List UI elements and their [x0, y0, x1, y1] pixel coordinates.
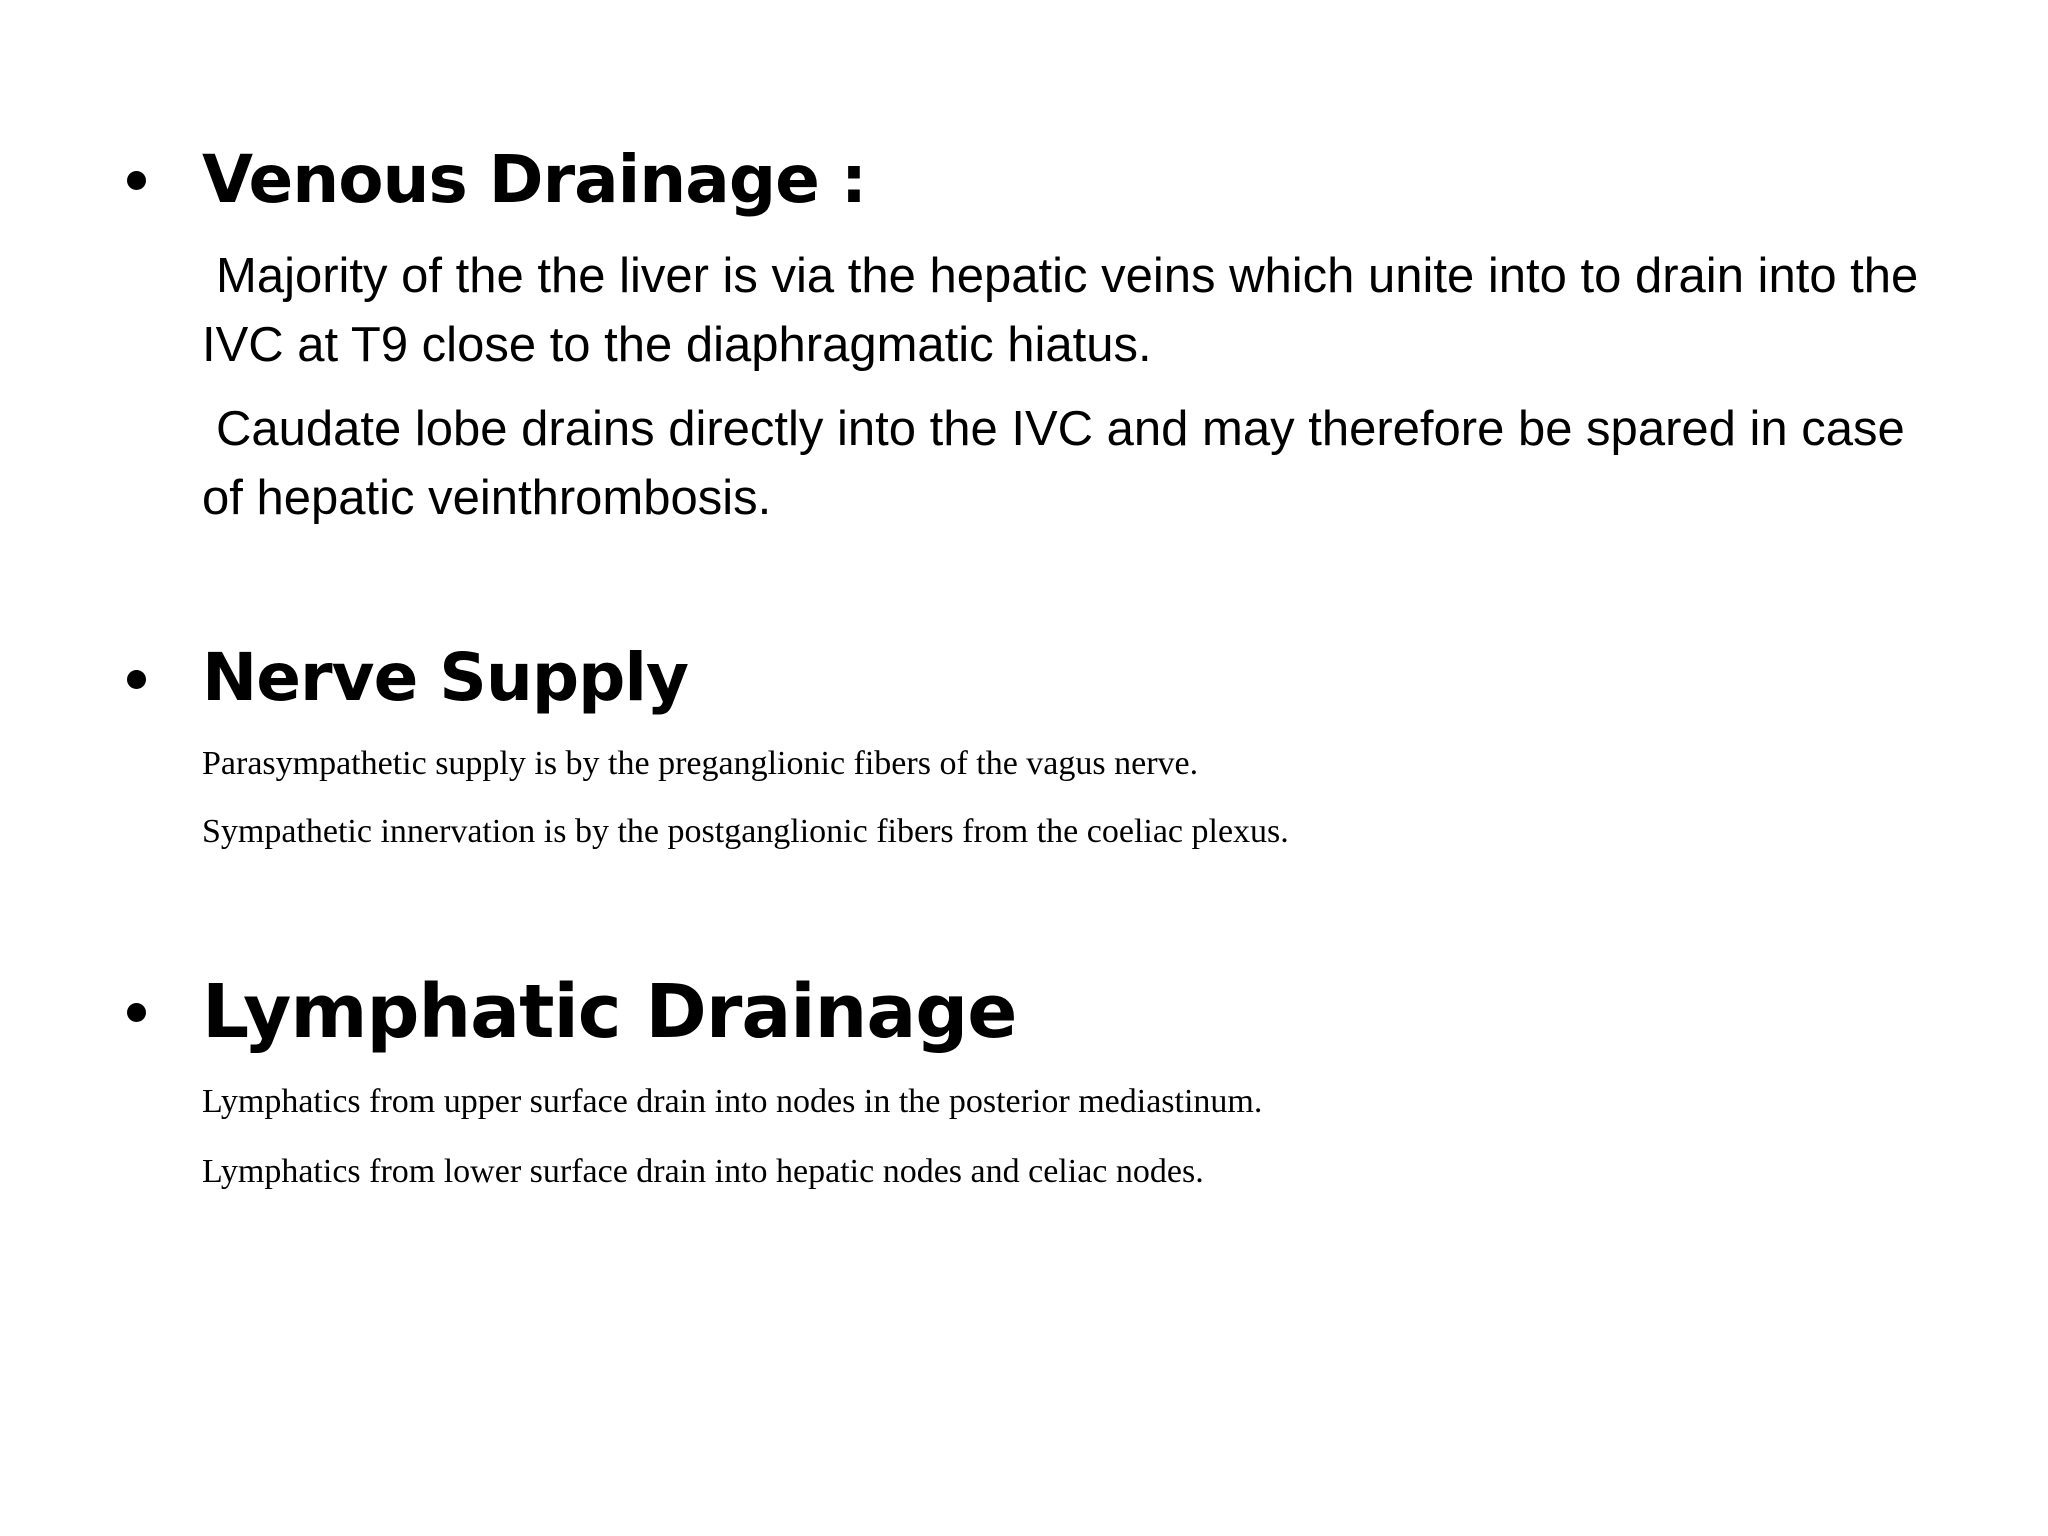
bullet-icon [127, 171, 146, 190]
section-paragraph: Lymphatics from upper surface drain into nodes in the posterior mediastinum. [202, 1083, 1263, 1120]
section-heading: Nerve Supply [202, 639, 688, 716]
bullet-icon [127, 1003, 146, 1022]
section-paragraph: Parasympathetic supply is by the preganglionic fibers of the vagus nerve. [202, 745, 1199, 782]
section-paragraph: Caudate lobe drains directly into the IVC and may therefore be spared in case of hepatic veinthrombosis. [202, 402, 1905, 525]
section-heading: Venous Drainage : [202, 141, 867, 218]
section-paragraph: Majority of the the liver is via the hepatic veins which unite into to drain into the IVC at T9 close to the diaphragmatic hiatus. [202, 249, 1919, 372]
bullet-icon [127, 670, 146, 689]
section-paragraph: Lymphatics from lower surface drain into hepatic nodes and celiac nodes. [202, 1153, 1204, 1190]
section-heading: Lymphatic Drainage [202, 969, 1017, 1055]
section-paragraph: Sympathetic innervation is by the postganglionic fibers from the coeliac plexus. [202, 813, 1289, 850]
